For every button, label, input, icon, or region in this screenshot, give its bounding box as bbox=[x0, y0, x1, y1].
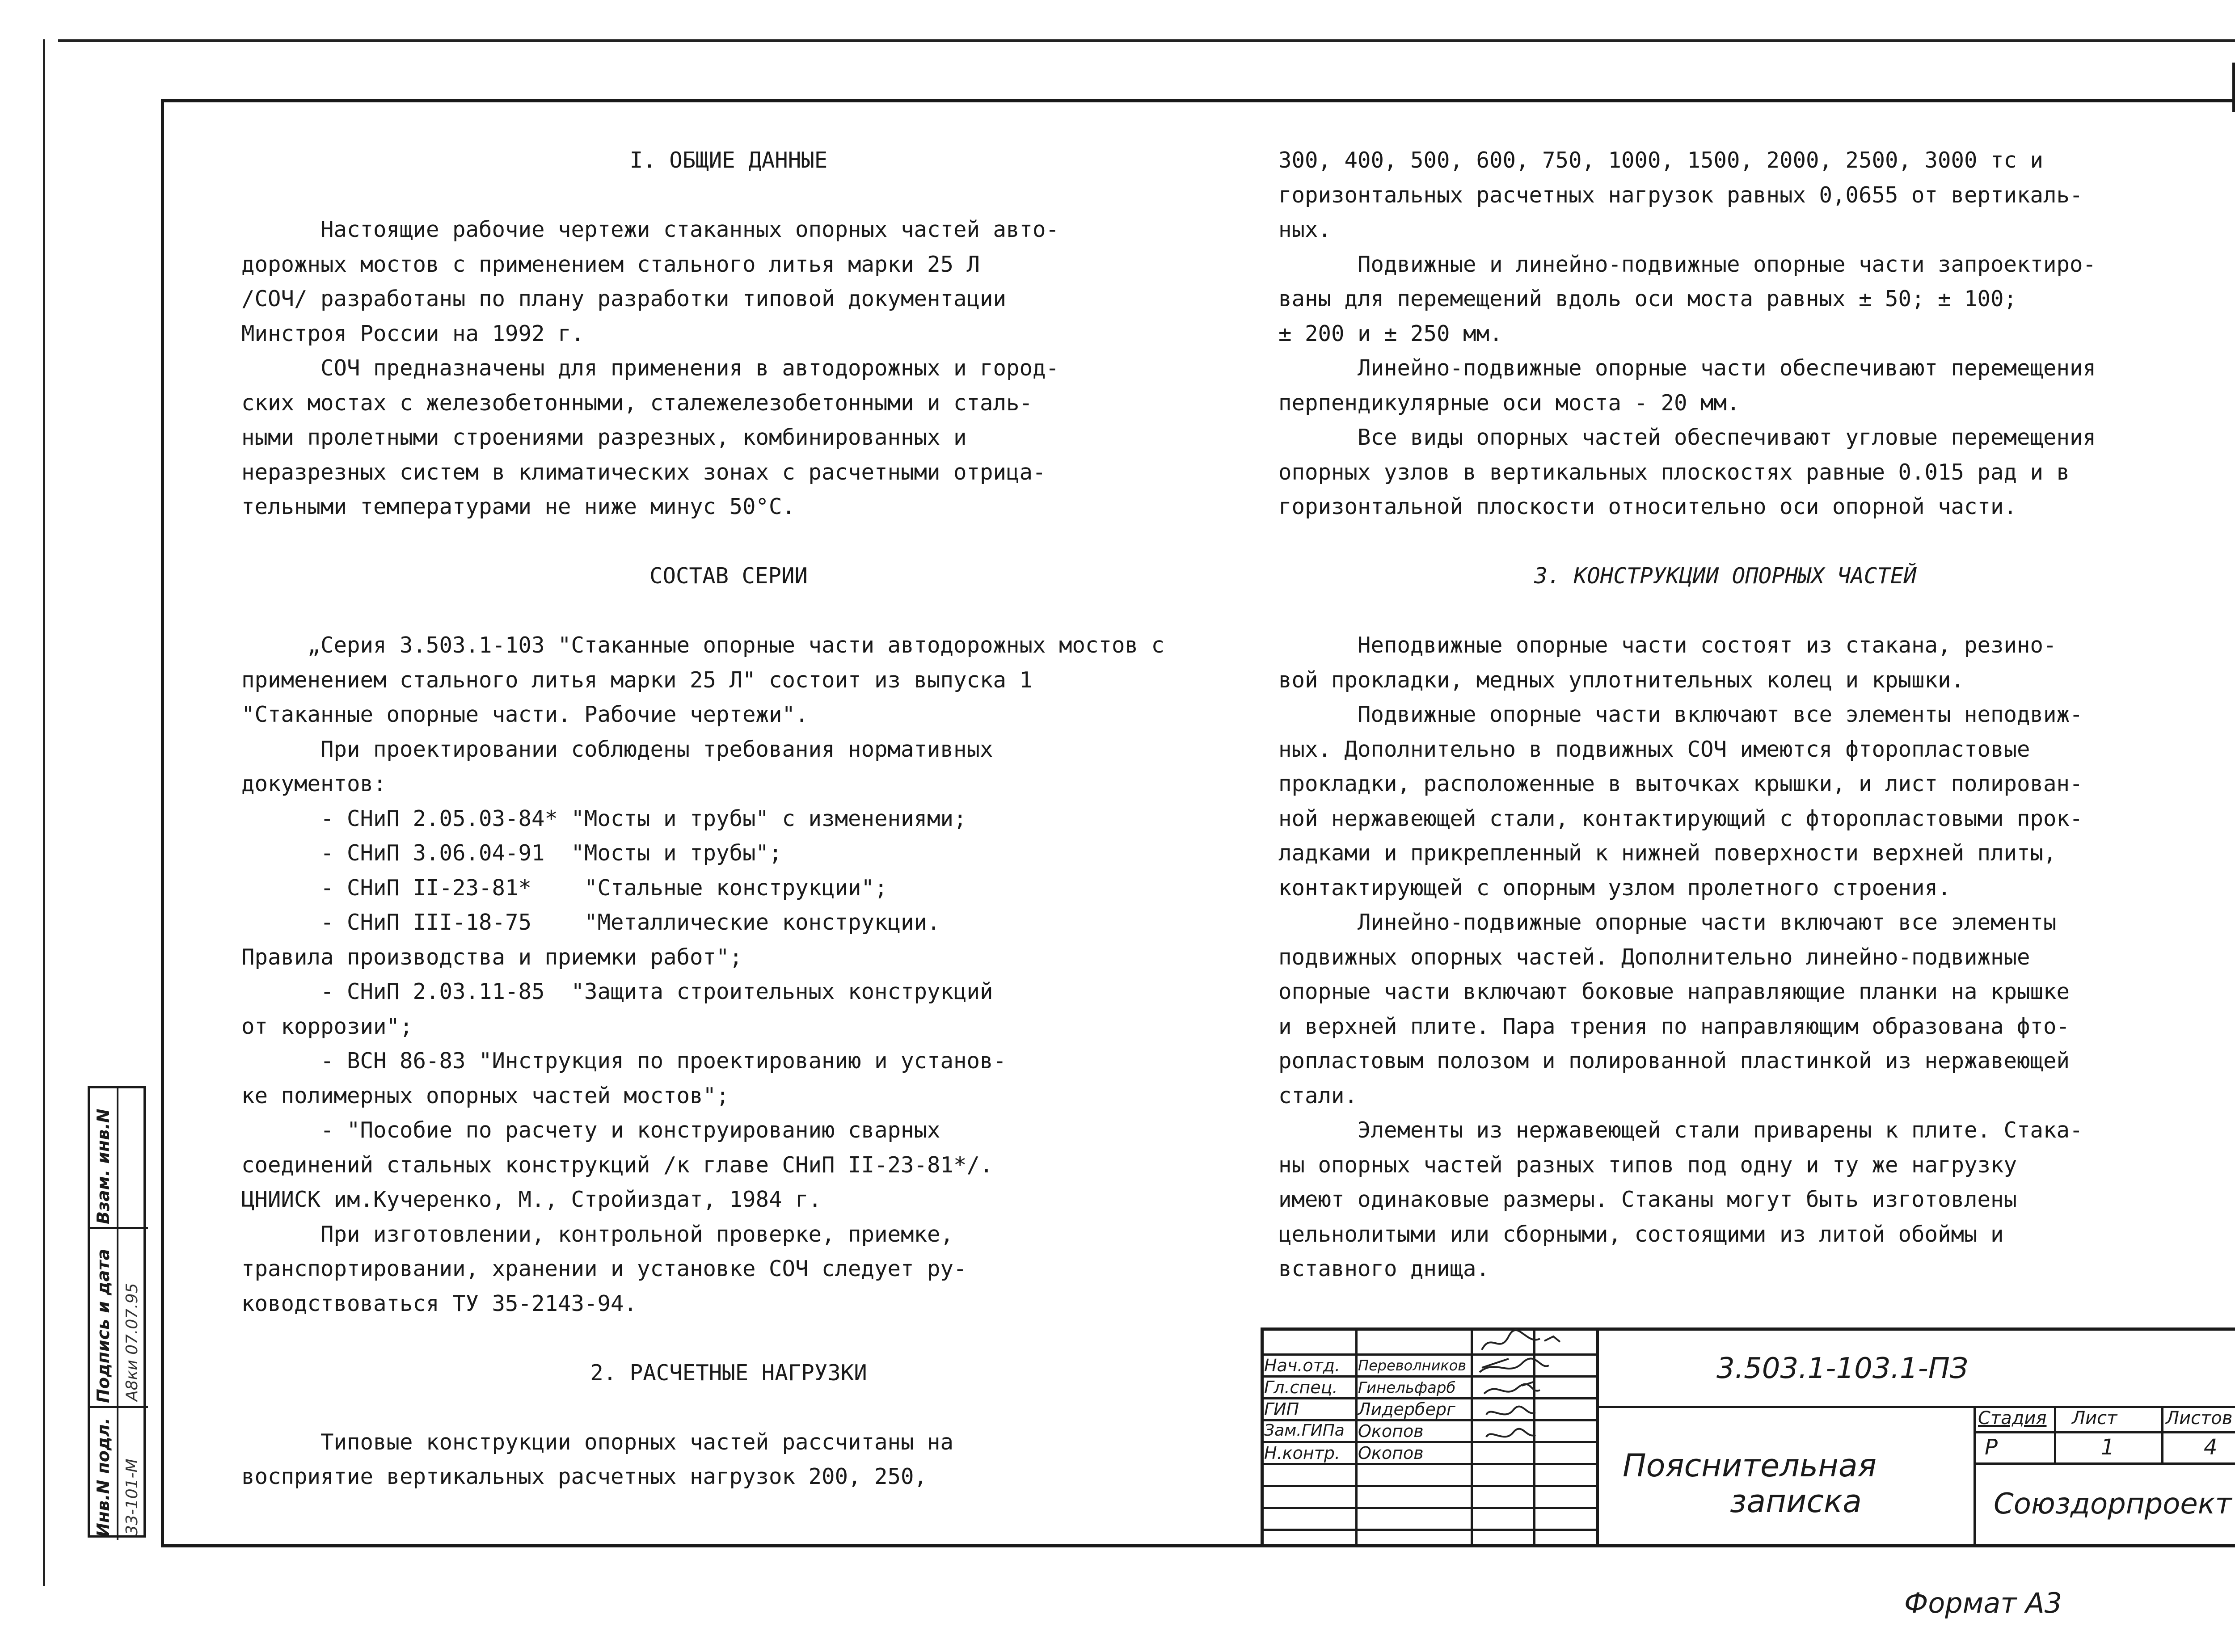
left-text-line: документов: bbox=[241, 771, 387, 796]
left-blank-line bbox=[241, 524, 1216, 559]
sheet-edge-top bbox=[58, 39, 2235, 42]
left-text-line: применением стального литья марки 25 Л" состоит из выпуска 1 bbox=[241, 667, 1033, 693]
left-blank-line bbox=[241, 1321, 1216, 1356]
title-block bbox=[1261, 1328, 2235, 1547]
header-sheet: Лист bbox=[2072, 1408, 2117, 1429]
left-text-line: Минстроя России на 1992 г. bbox=[241, 320, 585, 346]
name-norm-control: Окопов bbox=[1358, 1443, 1424, 1463]
sheet-number bbox=[2232, 63, 2235, 112]
value-sheets: 4 bbox=[2204, 1435, 2218, 1460]
right-text-line: опорные части включают боковые направляющие планки на крышке bbox=[1278, 979, 2070, 1004]
right-text-line: стали. bbox=[1278, 1083, 1358, 1108]
right-text-line: ной нержавеющей стали, контактирующий с фторопластовыми прок- bbox=[1278, 805, 2083, 831]
organization: Союздорпроект bbox=[1994, 1488, 2232, 1521]
side-stamp bbox=[88, 1086, 146, 1538]
right-text-line: вой прокладки, медных уплотнительных колец и крышки. bbox=[1278, 667, 1965, 693]
side-label-inv: Инв.N подл. bbox=[90, 1408, 118, 1540]
role-chief-spec: Гл.спец. bbox=[1264, 1378, 1338, 1397]
left-blank-line bbox=[241, 178, 1216, 213]
right-text-line: горизонтальных расчетных нагрузок равных 0,0655 от вертикаль- bbox=[1278, 182, 2083, 208]
left-text-line: Настоящие рабочие чертежи стаканных опорных частей авто- bbox=[241, 217, 1059, 242]
left-text-line: восприятие вертикальных расчетных нагрузок 200, 250, bbox=[241, 1464, 928, 1489]
format-label: Формат А3 bbox=[1904, 1587, 2062, 1619]
right-text-line: Подвижные и линейно-подвижные опорные части запроектиро- bbox=[1278, 251, 2096, 277]
side-value-signature: А8ки 07.07.95 bbox=[123, 1283, 141, 1401]
side-cell-signature bbox=[90, 1227, 148, 1406]
document-code: 3.503.1-103.1-ПЗ bbox=[1716, 1352, 1968, 1385]
right-blank-line bbox=[1278, 524, 2172, 559]
left-text-line: тельными температурами не ниже минус 50°С. bbox=[241, 494, 796, 519]
name-head: Переволников bbox=[1358, 1357, 1467, 1374]
left-text-line: от коррозии"; bbox=[241, 1013, 413, 1039]
left-text-line: Типовые конструкции опорных частей рассчитаны на bbox=[241, 1429, 954, 1455]
left-blank-line bbox=[241, 1390, 1216, 1425]
right-text-line: ладками и прикрепленный к нижней поверхности верхней плиты, bbox=[1278, 840, 2057, 866]
right-text-line: ны опорных частей разных типов под одну и ту же нагрузку bbox=[1278, 1152, 2017, 1178]
name-chief-spec: Гинельфарб bbox=[1358, 1379, 1456, 1397]
left-text-line: дорожных мостов с применением стального литья марки 25 Л bbox=[241, 251, 980, 277]
left-text-line: Правила производства и приемки работ"; bbox=[241, 944, 743, 970]
right-text-line: опорных узлов в вертикальных плоскостях равные 0.015 рад и в bbox=[1278, 459, 2070, 485]
left-text-line: /СОЧ/ разработаны по плану разработки типовой документации bbox=[241, 286, 1007, 312]
right-text-line: и верхней плите. Пара трения по направляющим образована фто- bbox=[1278, 1013, 2070, 1039]
right-text-line: Линейно-подвижные опорные части обеспечивают перемещения bbox=[1278, 355, 2096, 381]
left-text-line: ских мостах с железобетонными, сталежелезобетонными и сталь- bbox=[241, 390, 1033, 416]
right-text-line: ных. Дополнительно в подвижных СОЧ имеются фторопластовые bbox=[1278, 736, 2030, 762]
left-text-line: „Серия 3.503.1-103 "Стаканные опорные части автодорожных мостов с bbox=[241, 632, 1165, 658]
right-text-line: имеют одинаковые размеры. Стаканы могут быть изготовлены bbox=[1278, 1187, 2017, 1212]
side-cell-inv bbox=[90, 1406, 148, 1540]
right-text-line: ропластовым полозом и полированной пластинкой из нержавеющей bbox=[1278, 1048, 2070, 1074]
left-section-heading: I. ОБЩИЕ ДАННЫЕ bbox=[629, 148, 828, 173]
right-section-heading: 3. КОНСТРУКЦИИ ОПОРНЫХ ЧАСТЕЙ bbox=[1534, 563, 1917, 589]
left-text-line: неразрезных систем в климатических зонах с расчетными отрица- bbox=[241, 459, 1046, 485]
right-text-line: подвижных опорных частей. Дополнительно линейно-подвижные bbox=[1278, 944, 2030, 970]
side-value-inv: 33-101-М bbox=[123, 1458, 141, 1535]
role-head: Нач.отд. bbox=[1264, 1356, 1341, 1375]
right-text-line: цельнолитыми или сборными, состоящими из литой обоймы и bbox=[1278, 1221, 2004, 1247]
right-text-line: Линейно-подвижные опорные части включают все элементы bbox=[1278, 910, 2057, 935]
left-text-line: ке полимерных опорных частей мостов"; bbox=[241, 1083, 730, 1108]
role-gip: ГИП bbox=[1264, 1399, 1299, 1419]
left-text-line: - СНиП III-18-75 "Металлические конструкции. bbox=[241, 910, 940, 935]
sheet-edge-left bbox=[43, 39, 45, 1586]
right-text-line: контактирующей с опорным узлом пролетного строения. bbox=[1278, 875, 1951, 901]
left-text-line: При изготовлении, контрольной проверке, приемке, bbox=[241, 1221, 954, 1247]
left-section-heading: СОСТАВ СЕРИИ bbox=[649, 563, 808, 589]
right-text-line: Подвижные опорные части включают все элементы неподвиж- bbox=[1278, 702, 2083, 727]
right-text-line: вставного днища. bbox=[1278, 1256, 1490, 1281]
left-section-heading: 2. РАСЧЕТНЫЕ НАГРУЗКИ bbox=[590, 1360, 867, 1386]
side-cell-replace bbox=[90, 1088, 148, 1227]
left-blank-line bbox=[241, 594, 1216, 628]
left-text-column bbox=[241, 143, 1216, 1494]
side-label-signature: Подпись и дата bbox=[90, 1229, 118, 1406]
header-sheets: Листов bbox=[2166, 1408, 2233, 1429]
value-stage: Р bbox=[1985, 1435, 1998, 1460]
value-sheet: 1 bbox=[2101, 1435, 2115, 1460]
left-text-line: - СНиП 3.06.04-91 "Мосты и трубы"; bbox=[241, 840, 782, 866]
left-text-line: - СНиП 2.05.03-84* "Мосты и трубы" с изменениями; bbox=[241, 805, 967, 831]
side-label-replace: Взам. инв.N bbox=[90, 1088, 118, 1227]
right-text-line: перпендикулярные оси моста - 20 мм. bbox=[1278, 390, 1740, 416]
right-text-line: 300, 400, 500, 600, 750, 1000, 1500, 2000, 2500, 3000 тс и bbox=[1278, 148, 2044, 173]
signatures-graphic bbox=[1473, 1328, 1594, 1466]
left-text-line: - СНиП II-23-81* "Стальные конструкции"; bbox=[241, 875, 888, 901]
role-norm-control: Н.контр. bbox=[1264, 1443, 1341, 1463]
right-text-line: ных. bbox=[1278, 217, 1332, 242]
left-text-line: При проектировании соблюдены требования нормативных bbox=[241, 736, 993, 762]
side-value-replace bbox=[118, 1088, 148, 1227]
right-text-line: Неподвижные опорные части состоят из стакана, резино- bbox=[1278, 632, 2057, 658]
right-text-line: горизонтальной плоскости относительно оси опорной части. bbox=[1278, 494, 2017, 519]
left-text-line: ЦНИИСК им.Кучеренко, М., Стройиздат, 1984 г. bbox=[241, 1187, 822, 1212]
left-text-line: "Стаканные опорные части. Рабочие чертежи". bbox=[241, 702, 809, 727]
right-text-column bbox=[1278, 143, 2172, 1286]
right-text-line: Все виды опорных частей обеспечивают угловые перемещения bbox=[1278, 425, 2096, 450]
left-text-line: - ВСН 86-83 "Инструкция по проектированию и установ- bbox=[241, 1048, 1007, 1074]
left-text-line: СОЧ предназначены для применения в автодорожных и город- bbox=[241, 355, 1059, 381]
document-name-line2: записка bbox=[1730, 1483, 1862, 1520]
header-stage: Стадия bbox=[1978, 1408, 2047, 1429]
name-deputy-gip: Окопов bbox=[1358, 1421, 1424, 1441]
left-text-line: ными пролетными строениями разрезных, комбинированных и bbox=[241, 425, 967, 450]
right-text-line: ваны для перемещений вдоль оси моста равных ± 50; ± 100; bbox=[1278, 286, 2017, 312]
role-deputy-gip: Зам.ГИПа bbox=[1264, 1421, 1345, 1440]
left-text-line: транспортировании, хранении и установке СОЧ следует ру- bbox=[241, 1256, 967, 1281]
left-text-line: - "Пособие по расчету и конструированию сварных bbox=[241, 1117, 940, 1143]
right-text-line: прокладки, расположенные в выточках крышки, и лист полирован- bbox=[1278, 771, 2083, 796]
right-text-line: ± 200 и ± 250 мм. bbox=[1278, 320, 1503, 346]
right-blank-line bbox=[1278, 594, 2172, 628]
document-name-line1: Пояснительная bbox=[1623, 1447, 1877, 1484]
left-text-line: соединений стальных конструкций /к главе СНиП II-23-81*/. bbox=[241, 1152, 993, 1178]
right-text-line: Элементы из нержавеющей стали приварены к плите. Стака- bbox=[1278, 1117, 2083, 1143]
left-text-line: ководствоваться ТУ 35-2143-94. bbox=[241, 1290, 637, 1316]
name-gip: Лидерберг bbox=[1358, 1399, 1455, 1419]
left-text-line: - СНиП 2.03.11-85 "Защита строительных конструкций bbox=[241, 979, 993, 1004]
